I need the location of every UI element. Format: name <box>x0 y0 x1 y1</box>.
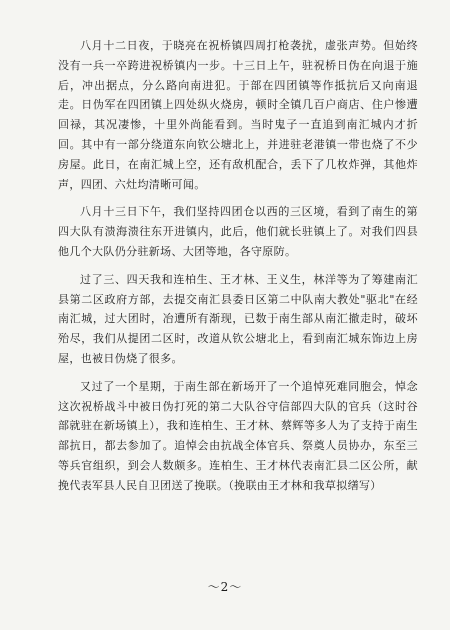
paragraph-1: 八月十二日夜，于晓亮在祝桥镇四周打枪袭扰，虚张声势。但始终没有一兵一卒跨进祝桥镇内一步。十三日上午，驻祝桥日伪在向退于施后，冲出据点，分么路向南进犯。于部在四团镇等作抵抗后又向南退走。日伪军在四团镇上四处纵火烧房，顿时全镇几百户商店、住户惨遭回禄，其况凄惨，十里外尚能看到。当时鬼子一直追到南汇城内才折回。其中有一部分绕道东向钦公塘北上，并进驻老港镇一带也烧了不少房屋。此日，在南汇城上空，还有敌机配合，丢下了几枚炸弹，其他炸声，四团、六灶均清晰可闻。 <box>58 39 418 191</box>
page-number: ～2～ <box>207 580 243 594</box>
paragraph-2: 八月十三日下午，我们坚持四团仓以西的三区境，看到了南生的第四大队有溃海溃往东开进镇内，此后，他们就长驻镇上了。对我们四县他几个大队仍分驻新场、大团等地，各守原防。 <box>58 205 418 258</box>
paragraph-4: 又过了一个星期，于南生部在新场开了一个追悼死难同胞会，悼念这次祝桥战斗中被日伪打死的第二大队谷守信部四大队的官兵（这时谷部就驻在新场镇上），我和连柏生、王才林、蔡辉等多人为了支持于南生部抗日，都去参加了。追悼会由抗战全体官兵、祭奠人员协办，东至三等兵官组织，到会人数颇多。连柏生、王才林代表南汇县二区公所，献挽代表军县人民自卫团送了挽联。（挽联由王才林和我草拟缮写） <box>58 379 418 492</box>
paragraph-3: 过了三、四天我和连柏生、王才林、王义生，林洋等为了筹建南汇县第二区政府方部，去提交南汇县委日区第二中队南大教处"驱北"在经南汇城，过大团时，冶遭所有渐现，已数于南生部从南汇撤走时，破坏殆尽，我们从提团二区时，改道从钦公塘北上，看到南汇城东饰边上房屋，也被日伪烧了很多。 <box>58 272 418 365</box>
document-body <box>58 36 418 502</box>
